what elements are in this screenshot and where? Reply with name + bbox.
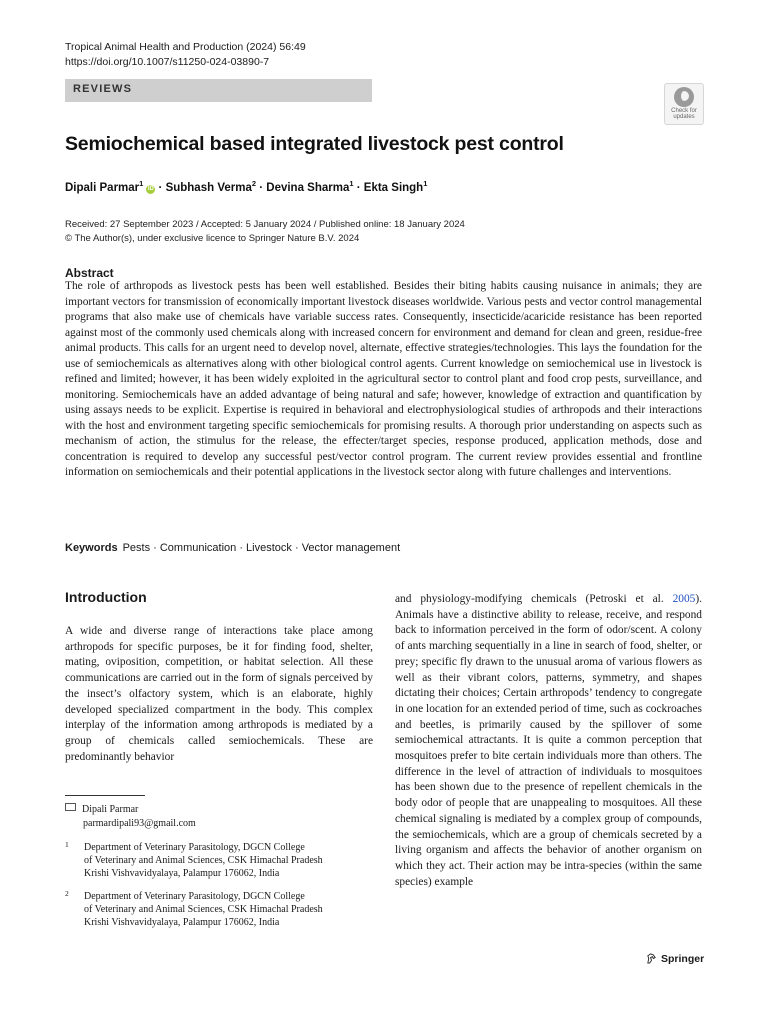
- abstract-heading: Abstract: [65, 266, 114, 280]
- footnote-divider: [65, 795, 145, 796]
- affiliation-line: Department of Veterinary Parasitology, DGCN College: [84, 842, 305, 853]
- check-badge-line1: Check for: [671, 108, 697, 114]
- affiliation-number: 1: [65, 840, 69, 849]
- author-separator: ·: [353, 181, 364, 194]
- section-label-bar: [65, 79, 372, 102]
- springer-horse-icon: [646, 953, 657, 964]
- keywords-list: Pests · Communication · Livestock · Vector management: [122, 542, 401, 554]
- affiliation-number: 2: [65, 889, 69, 898]
- doi-link[interactable]: https://doi.org/10.1007/s11250-024-03890-7: [65, 56, 270, 68]
- orcid-icon[interactable]: iD: [147, 185, 154, 192]
- corresponding-author: [65, 803, 196, 831]
- journal-citation: [65, 40, 306, 70]
- introduction-paragraph-right: [395, 592, 702, 890]
- affiliation-line: Krishi Vishvavidyalaya, Palampur 176062, India: [84, 917, 280, 928]
- author-name: Devina Sharma: [266, 181, 350, 194]
- author-separator: ·: [256, 181, 267, 194]
- contact-email[interactable]: parmardipali93@gmail.com: [83, 818, 196, 829]
- author-name: Dipali Parmar: [65, 181, 140, 194]
- crossmark-icon: [674, 87, 694, 107]
- author-list: [65, 179, 427, 194]
- copyright-line: © The Author(s), under exclusive licence to Springer Nature B.V. 2024: [65, 233, 360, 244]
- abstract-text: The role of arthropods as livestock pests has been well established. Besides their biting habits causing nuisance in animals; they are important vectors for transmission of economically important livestock diseases worldwide. Various pests and vector control managemental programs that also make use of chemicals have variable success rates. Consequently, insecticide/acaricide resistance has been reported against most of the commonly used chemicals along with increased concern for environment and demand for clean and green, residue-free animal products. This calls for an urgent need to develop novel, alternate, effective strategies/technologies. This lays the foundation for the use of semiochemicals as alternatives along with other biological control agents. Current knowledge on semiochemical use in livestock is refined and limited; however, it has been widely exploited in the agricultural sector to control plant and food crop pests, surveillance, and monitoring. Semiochemicals have an added advantage of being natural and safe; however, knowledge of extraction and quantification by using assays needs to be explicit. Expertise is required in behavioral and electrophysiological studies of arthropods and their interactions with the host and environment targeting specific semiochemicals for promising results. A thorough prior understanding on aspects such as mechanism of action, the stimulus for the release, the effecter/target species, response produced, application methods, dose and concentration is required to develop any successful pest/vector control program. The current review provides essential and frontline information on semiochemicals and their potential applications in the livestock sector along with future challenges and interventions.: [65, 280, 702, 478]
- author-separator: ·: [155, 181, 166, 194]
- check-badge-line2: updates: [673, 114, 695, 120]
- affiliation-line: of Veterinary and Animal Sciences, CSK Himachal Pradesh: [84, 855, 323, 866]
- check-for-updates-badge[interactable]: [664, 83, 704, 125]
- introduction-heading: Introduction: [65, 589, 147, 605]
- publication-dates: [65, 218, 465, 246]
- citation-link[interactable]: 2005: [672, 593, 696, 605]
- contact-name: Dipali Parmar: [82, 804, 139, 815]
- introduction-paragraph-left: A wide and diverse range of interactions take place among arthropods for specific purposes, be it for finding food, shelter, mating, oviposition, competition, or habitat selection. All these communications are carried out in the form of signals perceived by the insect’s olfactory system, which is an elaborate, highly developed specialized compartment in the body. This complex interplay of the information among arthropods is mediated by a group of chemicals called semiochemicals. These are predominantly behavior: [65, 625, 373, 763]
- article-title: Semiochemical based integrated livestock pest control: [65, 133, 564, 155]
- publisher-name: Springer: [661, 953, 705, 965]
- affiliation-line: of Veterinary and Animal Sciences, CSK Himachal Pradesh: [84, 904, 323, 915]
- author-name: Ekta Singh: [363, 181, 424, 194]
- right-text-rest: ). Animals have a distinctive ability to release, receive, and respond back to information perceived in the form of odor/scent. A colony of ants marching sequentially in a line in search of food, shelter, or prey; specific fly drawn to the unusual aroma of various flowers as well as their vibrant colors, patterns, symmetry, and shapes dictating their choices; Certain arthropods’ tendency to congregate in one location for an extended period of time, such as cockroaches and beetles, is primarily caused by the spillover of some semiochemical attractants. It is quite a common perception that mosquitoes prefer to bite certain individuals more than others. The difference in the level of attraction of individuals to mosquitoes has been shown due to the presence of repellent chemicals in the body odor of people that are unappealing to mosquitoes. All these chemical signaling is mediated by a complex group of compounds, the semiochemicals, which are a group of chemicals secreted by a living organism and affects the behavior of another organism on which they act. Their action may be intra-species (within the same species) example: [395, 593, 702, 888]
- keywords-label: Keywords: [65, 542, 118, 554]
- publisher-logo: [646, 953, 704, 965]
- author-name: Subhash Verma: [165, 181, 252, 194]
- history-dates: Received: 27 September 2023 / Accepted: 5 January 2024 / Published online: 18 January 2024: [65, 219, 465, 230]
- affiliation-line: Department of Veterinary Parasitology, DGCN College: [84, 891, 305, 902]
- author-affiliation-ref: 1: [349, 179, 354, 188]
- author-affiliation-ref: 1: [139, 179, 144, 188]
- author-affiliation-ref: 1: [423, 179, 428, 188]
- right-text-start: and physiology-modifying chemicals (Petroski et al.: [395, 593, 673, 605]
- affiliation-line: Krishi Vishvavidyalaya, Palampur 176062, India: [84, 868, 280, 879]
- envelope-icon: [65, 803, 76, 811]
- author-affiliation-ref: 2: [251, 179, 257, 188]
- journal-line: Tropical Animal Health and Production (2024) 56:49: [65, 41, 306, 53]
- keywords: [65, 542, 400, 554]
- section-label: REVIEWS: [73, 83, 133, 95]
